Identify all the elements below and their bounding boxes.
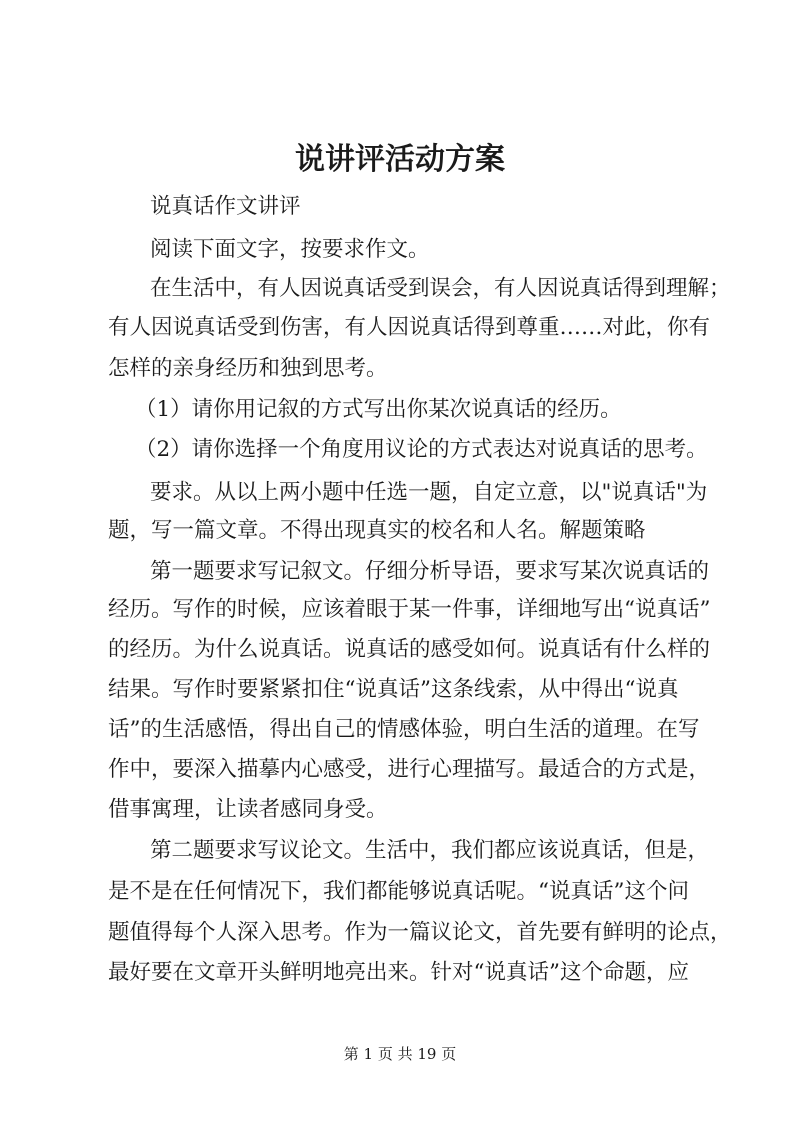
- paragraph-line: 第二题要求写议论文。生活中，我们都应该说真话，但是，: [150, 838, 710, 863]
- paragraph-line: 经历。写作的时候，应该着眼于某一件事，详细地写出“说真话”: [108, 597, 711, 622]
- paragraph-line: 题值得每个人深入思考。作为一篇议论文，首先要有鲜明的论点，: [108, 920, 732, 945]
- paragraph-line: 要求。从以上两小题中任选一题，自定立意，以"说真话"为: [150, 480, 708, 505]
- paragraph-line: 在生活中，有人因说真话受到误会，有人因说真话得到理解；: [150, 276, 731, 301]
- paragraph-line: （2）请你选择一个角度用议论的方式表达对说真话的思考。: [135, 437, 708, 462]
- paragraph-line: 有人因说真话受到伤害，有人因说真话得到尊重……对此，你有: [108, 315, 711, 340]
- document-title: 说讲评活动方案: [295, 142, 505, 177]
- paragraph-line: 题，写一篇文章。不得出现真实的校名和人名。解题策略: [108, 518, 646, 543]
- paragraph-line: 阅读下面文字，按要求作文。: [150, 237, 430, 262]
- paragraph-line: 话”的生活感悟，得出自己的情感体验，明白生活的道理。在写: [108, 717, 700, 742]
- paragraph-line: （1）请你用记叙的方式写出你某次说真话的经历。: [135, 397, 622, 422]
- paragraph-line: 说真话作文讲评: [150, 194, 301, 219]
- paragraph-line: 作中，要深入描摹内心感受，进行心理描写。最适合的方式是，: [108, 757, 711, 782]
- paragraph-line: 怎样的亲身经历和独到思考。: [108, 356, 388, 381]
- paragraph-line: 是不是在任何情况下，我们都能够说真话呢。“说真话”这个问: [108, 879, 689, 904]
- paragraph-line: 最好要在文章开头鲜明地亮出来。针对“说真话”这个命题，应: [108, 960, 689, 985]
- paragraph-line: 借事寓理，让读者感同身受。: [108, 797, 388, 822]
- page-number-footer: 第 1 页 共 19 页: [343, 1045, 457, 1063]
- paragraph-line: 结果。写作时要紧紧扣住“说真话”这条线索，从中得出“说真: [108, 677, 679, 702]
- paragraph-line: 第一题要求写记叙文。仔细分析导语，要求写某次说真话的: [150, 559, 710, 584]
- paragraph-line: 的经历。为什么说真话。说真话的感受如何。说真话有什么样的: [108, 637, 711, 662]
